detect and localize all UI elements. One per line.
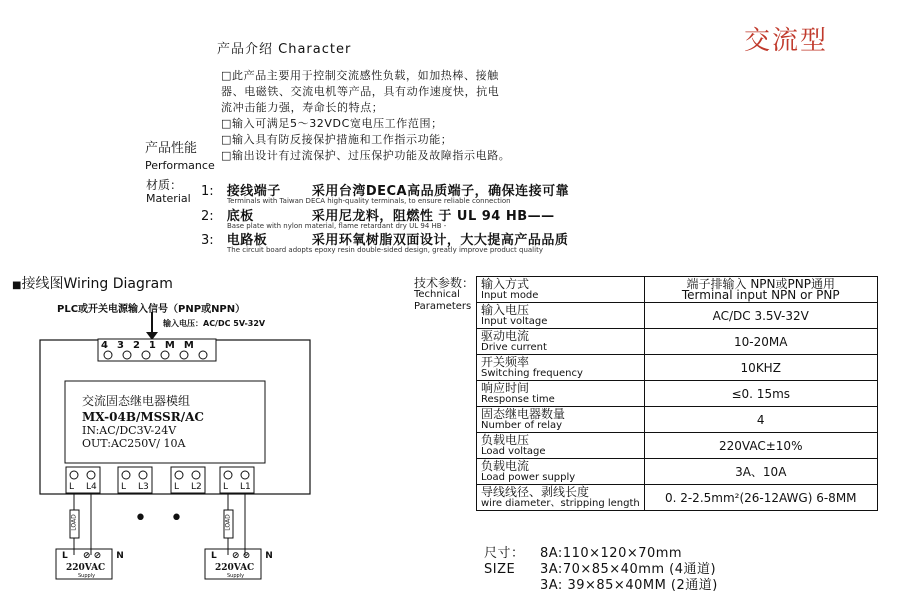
bottom-terminal-label: L2	[191, 482, 202, 492]
tech-row	[477, 329, 878, 355]
terminal-label: 3	[116, 340, 133, 351]
material-label-en: Material	[146, 192, 191, 205]
supply-left: L ⊘ ⊘ N	[62, 551, 124, 561]
bottom-terminal-label: L3	[138, 482, 149, 492]
tech-value-text-en: Terminal input NPN or PNP	[681, 287, 840, 302]
terminal-label: 4	[101, 340, 117, 351]
performance-label-cn: 产品性能	[145, 141, 198, 156]
bottom-terminal-label: L	[223, 482, 229, 492]
character-line: 器、电磁铁、交流电机等产品，具有动作速度快，抗电	[221, 85, 500, 98]
module-output-spec: OUT:AC250V/ 10A	[82, 437, 186, 450]
bottom-terminal-label: L1	[240, 482, 251, 492]
tech-key-en: Input voltage	[481, 315, 548, 327]
material-row-name: 接线端子	[226, 184, 281, 199]
product-type-badge: 交流型	[744, 26, 829, 56]
supply-l: L	[211, 551, 217, 561]
material-row-name: 电路板	[226, 233, 268, 248]
tech-key-en: wire diameter、stripping length	[481, 497, 640, 509]
tech-value	[644, 381, 877, 407]
tech-row	[477, 355, 878, 381]
tech-key-en: Drive current	[481, 341, 547, 353]
character-line: □此产品主要用于控制交流感性负载，如加热棒、接触	[221, 69, 499, 82]
tech-row	[477, 485, 878, 511]
top-terminal-labels	[101, 340, 203, 351]
wiring-diagram-svg	[0, 0, 400, 613]
supply-n: N	[116, 551, 124, 561]
material-row-number: 3:	[201, 233, 214, 248]
module-model: MX-04B/MSSR/AC	[82, 410, 204, 424]
supply-right: L ⊘ ⊘ N	[211, 551, 273, 561]
tech-row	[477, 303, 878, 329]
material-row-number: 2:	[201, 209, 214, 224]
character-title: 产品介绍 Character	[217, 42, 352, 57]
tech-parameters-table	[476, 276, 878, 511]
tech-key	[477, 459, 645, 485]
material-label-cn: 材质：	[146, 178, 183, 192]
tech-label	[414, 277, 474, 313]
tech-key	[477, 277, 645, 303]
tech-value-text: 220VAC±10%	[719, 438, 803, 453]
tech-value-text: 10-20MA	[734, 334, 788, 349]
supply-voltage: 220VAC	[66, 563, 106, 573]
tech-key-en: Load power supply	[481, 471, 576, 483]
tech-value-text: 4	[756, 412, 765, 427]
supply-n: N	[265, 551, 273, 561]
tech-row	[477, 381, 878, 407]
wiring-title-text: 接线图Wiring Diagram	[21, 276, 173, 292]
material-row-number: 1:	[201, 184, 214, 199]
tech-key-cn: 固态继电器数量	[481, 406, 566, 421]
tech-key-cn: 负载电压	[481, 432, 530, 447]
tech-value	[644, 355, 877, 381]
tech-label-cn: 技术参数：	[414, 276, 475, 290]
module-name: 交流固态继电器模组	[82, 394, 191, 408]
bottom-terminal-label: L4	[86, 482, 97, 492]
tech-row	[477, 277, 878, 303]
material-row-text: 采用环氧树脂双面设计，大大提高产品品质	[311, 233, 569, 248]
tech-key	[477, 329, 645, 355]
tech-key	[477, 303, 645, 329]
material-row-sub: Terminals with Taiwan DECA high-quality terminals, to ensure reliable connection	[227, 197, 511, 205]
more-channels-dots: • •	[134, 506, 191, 531]
character-line: 流冲击能力强，寿命长的特点；	[221, 101, 384, 114]
material-row-sub: Base plate with nylon material, flame retardant dry UL 94 HB -	[227, 222, 447, 230]
tech-label-en2: Parameters	[414, 301, 472, 312]
tech-key-cn: 驱动电流	[481, 328, 530, 343]
load-label: LOAD	[224, 514, 232, 531]
performance-line: □输出设计有过流保护、过压保护功能及故障指示电路。	[221, 149, 511, 162]
size-label	[484, 546, 525, 578]
tech-value-text: 端子排输入 NPN或PNP通用	[686, 276, 835, 291]
bottom-terminal-label: L	[174, 482, 180, 492]
tech-key	[477, 355, 645, 381]
tech-key-en: Response time	[481, 393, 555, 405]
tech-row	[477, 459, 878, 485]
performance-line: □输入可满足5～32VDC宽电压工作范围；	[221, 117, 443, 130]
wiring-input-voltage: 输入电压：AC/DC 5V-32V	[163, 319, 266, 328]
tech-key-cn: 导线线径、剥线长度	[481, 484, 590, 499]
tech-value-text: AC/DC 3.5V-32V	[712, 308, 809, 323]
terminal-label: M	[183, 340, 203, 351]
tech-row	[477, 407, 878, 433]
tech-value	[644, 303, 877, 329]
tech-key	[477, 485, 645, 511]
size-label-cn: 尺寸：	[484, 546, 525, 561]
tech-value-text: 0. 2-2.5mm²(26-12AWG) 6-8MM	[664, 490, 857, 505]
tech-key-en: Switching frequency	[481, 367, 583, 379]
tech-key-cn: 响应时间	[481, 380, 530, 395]
terminal-label: 2	[132, 340, 149, 351]
tech-value-text: ≤0. 15ms	[731, 386, 791, 401]
tech-key-cn: 负载电流	[481, 458, 530, 473]
tech-value-text: 3A、10A	[735, 465, 787, 479]
tech-value	[644, 459, 877, 485]
tech-value	[644, 407, 877, 433]
material-row-text: 采用台湾DECA高品质端子，确保连接可靠	[311, 184, 570, 199]
tech-key	[477, 381, 645, 407]
material-row-name: 底板	[226, 209, 254, 224]
tech-key	[477, 407, 645, 433]
tech-value	[644, 277, 877, 303]
size-line: 3A:70×85×40mm (4通道)	[540, 562, 717, 577]
size-values	[540, 546, 718, 594]
tech-key-en: Input mode	[481, 289, 539, 301]
wiring-signal-label: PLC或开关电源输入信号（PNP或NPN）	[57, 304, 246, 315]
load-label: LOAD	[70, 514, 78, 531]
size-label-en: SIZE	[484, 562, 516, 577]
tech-value	[644, 485, 877, 511]
performance-line: □输入具有防反接保护措施和工作指示功能；	[221, 133, 453, 146]
material-row-text: 采用尼龙料，阻燃性 于 UL 94 HB——	[311, 209, 555, 224]
supply-l: L	[62, 551, 68, 561]
tech-value-text: 10KHZ	[740, 360, 781, 375]
supply-sub: Supply	[227, 573, 245, 579]
size-line: 3A: 39×85×40MM (2通道)	[540, 578, 718, 593]
supply-voltage: 220VAC	[215, 563, 255, 573]
size-line: 8A:110×120×70mm	[540, 546, 683, 561]
tech-key-en: Number of relay	[481, 419, 563, 431]
bullet-icon: ■	[12, 280, 22, 291]
tech-row	[477, 433, 878, 459]
module-input-spec: IN:AC/DC3V-24V	[82, 424, 177, 437]
performance-label-en: Performance	[145, 159, 215, 172]
module-text	[82, 395, 204, 450]
terminal-label: 1	[148, 340, 165, 351]
tech-label-en1: Technical	[414, 289, 460, 300]
tech-key-cn: 开关频率	[481, 354, 530, 369]
material-row-sub: The circuit board adopts epoxy resin double-sided design, greatly improve product quality	[227, 246, 543, 254]
bottom-terminal-label: L	[69, 482, 75, 492]
tech-key	[477, 433, 645, 459]
terminal-label: M	[164, 340, 184, 351]
tech-value	[644, 433, 877, 459]
supply-sub: Supply	[78, 573, 96, 579]
bottom-terminal-label: L	[121, 482, 127, 492]
tech-value	[644, 329, 877, 355]
tech-key-cn: 输入方式	[481, 276, 530, 291]
tech-key-en: Load voltage	[481, 445, 546, 457]
tech-key-cn: 输入电压	[481, 302, 530, 317]
